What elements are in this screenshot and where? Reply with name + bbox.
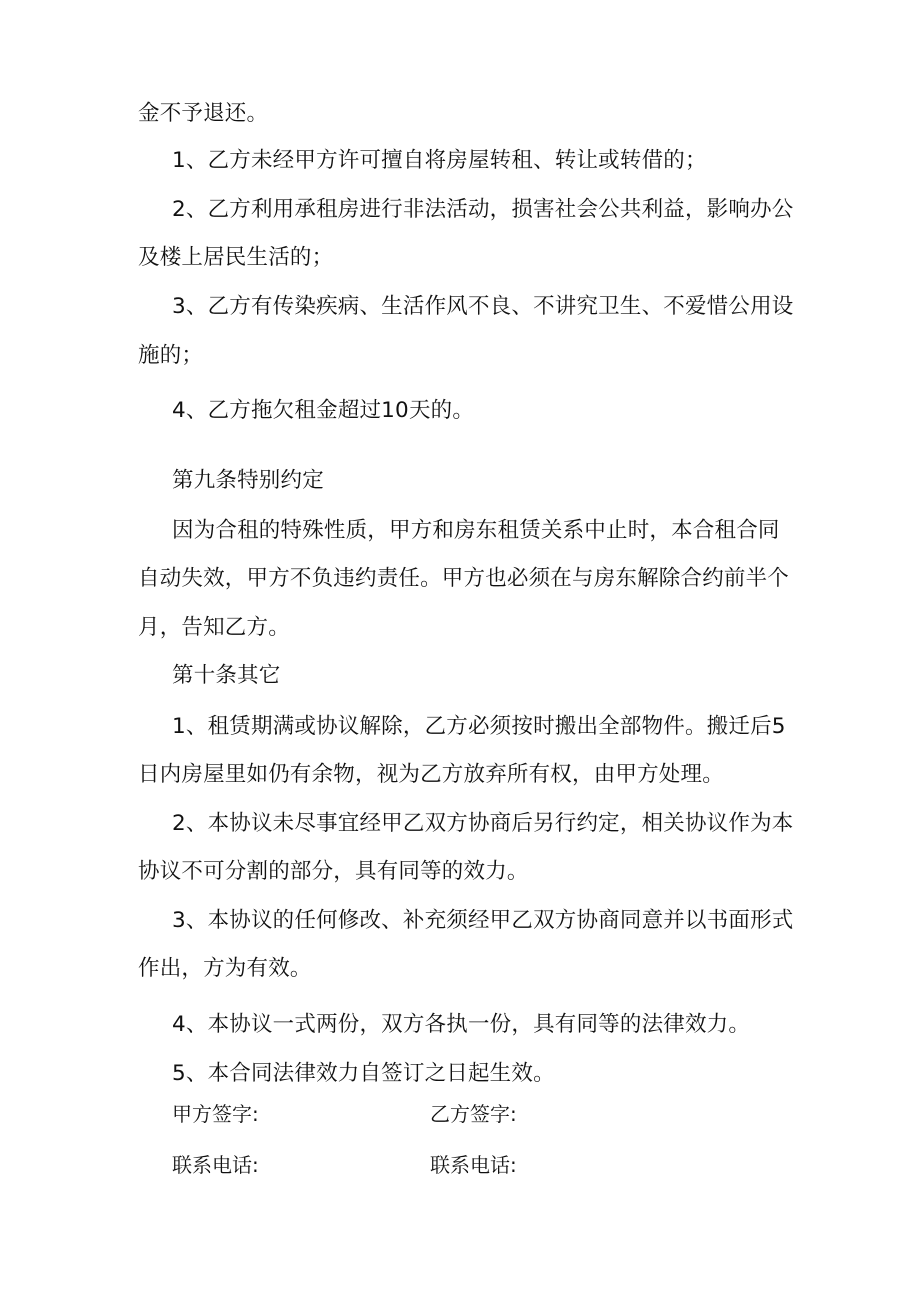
text-line: 4、本协议一式两份，双方各执一份，具有同等的法律效力。 [172,1012,751,1037]
text-line: 2、乙方利用承租房进行非法活动，损害社会公共利益，影响办公 [172,197,794,222]
text-line: 2、本协议未尽事宜经甲乙双方协商后另行约定，相关协议作为本 [172,811,794,836]
text-line: 1、租赁期满或协议解除，乙方必须按时搬出全部物件。搬迁后5 [172,714,786,739]
text-line: 月，告知乙方。 [138,615,290,640]
text-line: 3、乙方有传染疾病、生活作风不良、不讲究卫生、不爱惜公用设 [172,294,794,319]
section-heading: 第十条其它 [172,663,281,688]
party-b-signature-label: 乙方签字: [430,1102,517,1126]
text-line: 自动失效，甲方不负违约责任。甲方也必须在与房东解除合约前半个 [138,566,790,591]
text-line: 日内房屋里如仍有余物，视为乙方放弃所有权，由甲方处理。 [138,762,724,787]
text-line: 因为合租的特殊性质，甲方和房东租赁关系中止时，本合租合同 [172,518,780,543]
text-line: 3、本协议的任何修改、补充须经甲乙双方协商同意并以书面形式 [172,908,794,933]
text-line: 作出，方为有效。 [138,956,312,981]
text-line: 施的； [138,343,204,368]
text-line: 金不予退还。 [138,101,269,126]
party-b-phone-label: 联系电话: [430,1153,517,1177]
section-heading: 第九条特别约定 [172,468,324,493]
party-a-signature-label: 甲方签字: [172,1102,259,1126]
party-a-phone-label: 联系电话: [172,1153,259,1177]
text-line: 5、本合同法律效力自签订之日起生效。 [172,1061,555,1086]
text-line: 协议不可分割的部分，具有同等的效力。 [138,859,529,884]
text-line: 1、乙方未经甲方许可擅自将房屋转租、转让或转借的； [172,148,707,173]
text-line: 及楼上居民生活的； [138,245,334,270]
text-line: 4、乙方拖欠租金超过10天的。 [172,398,475,423]
